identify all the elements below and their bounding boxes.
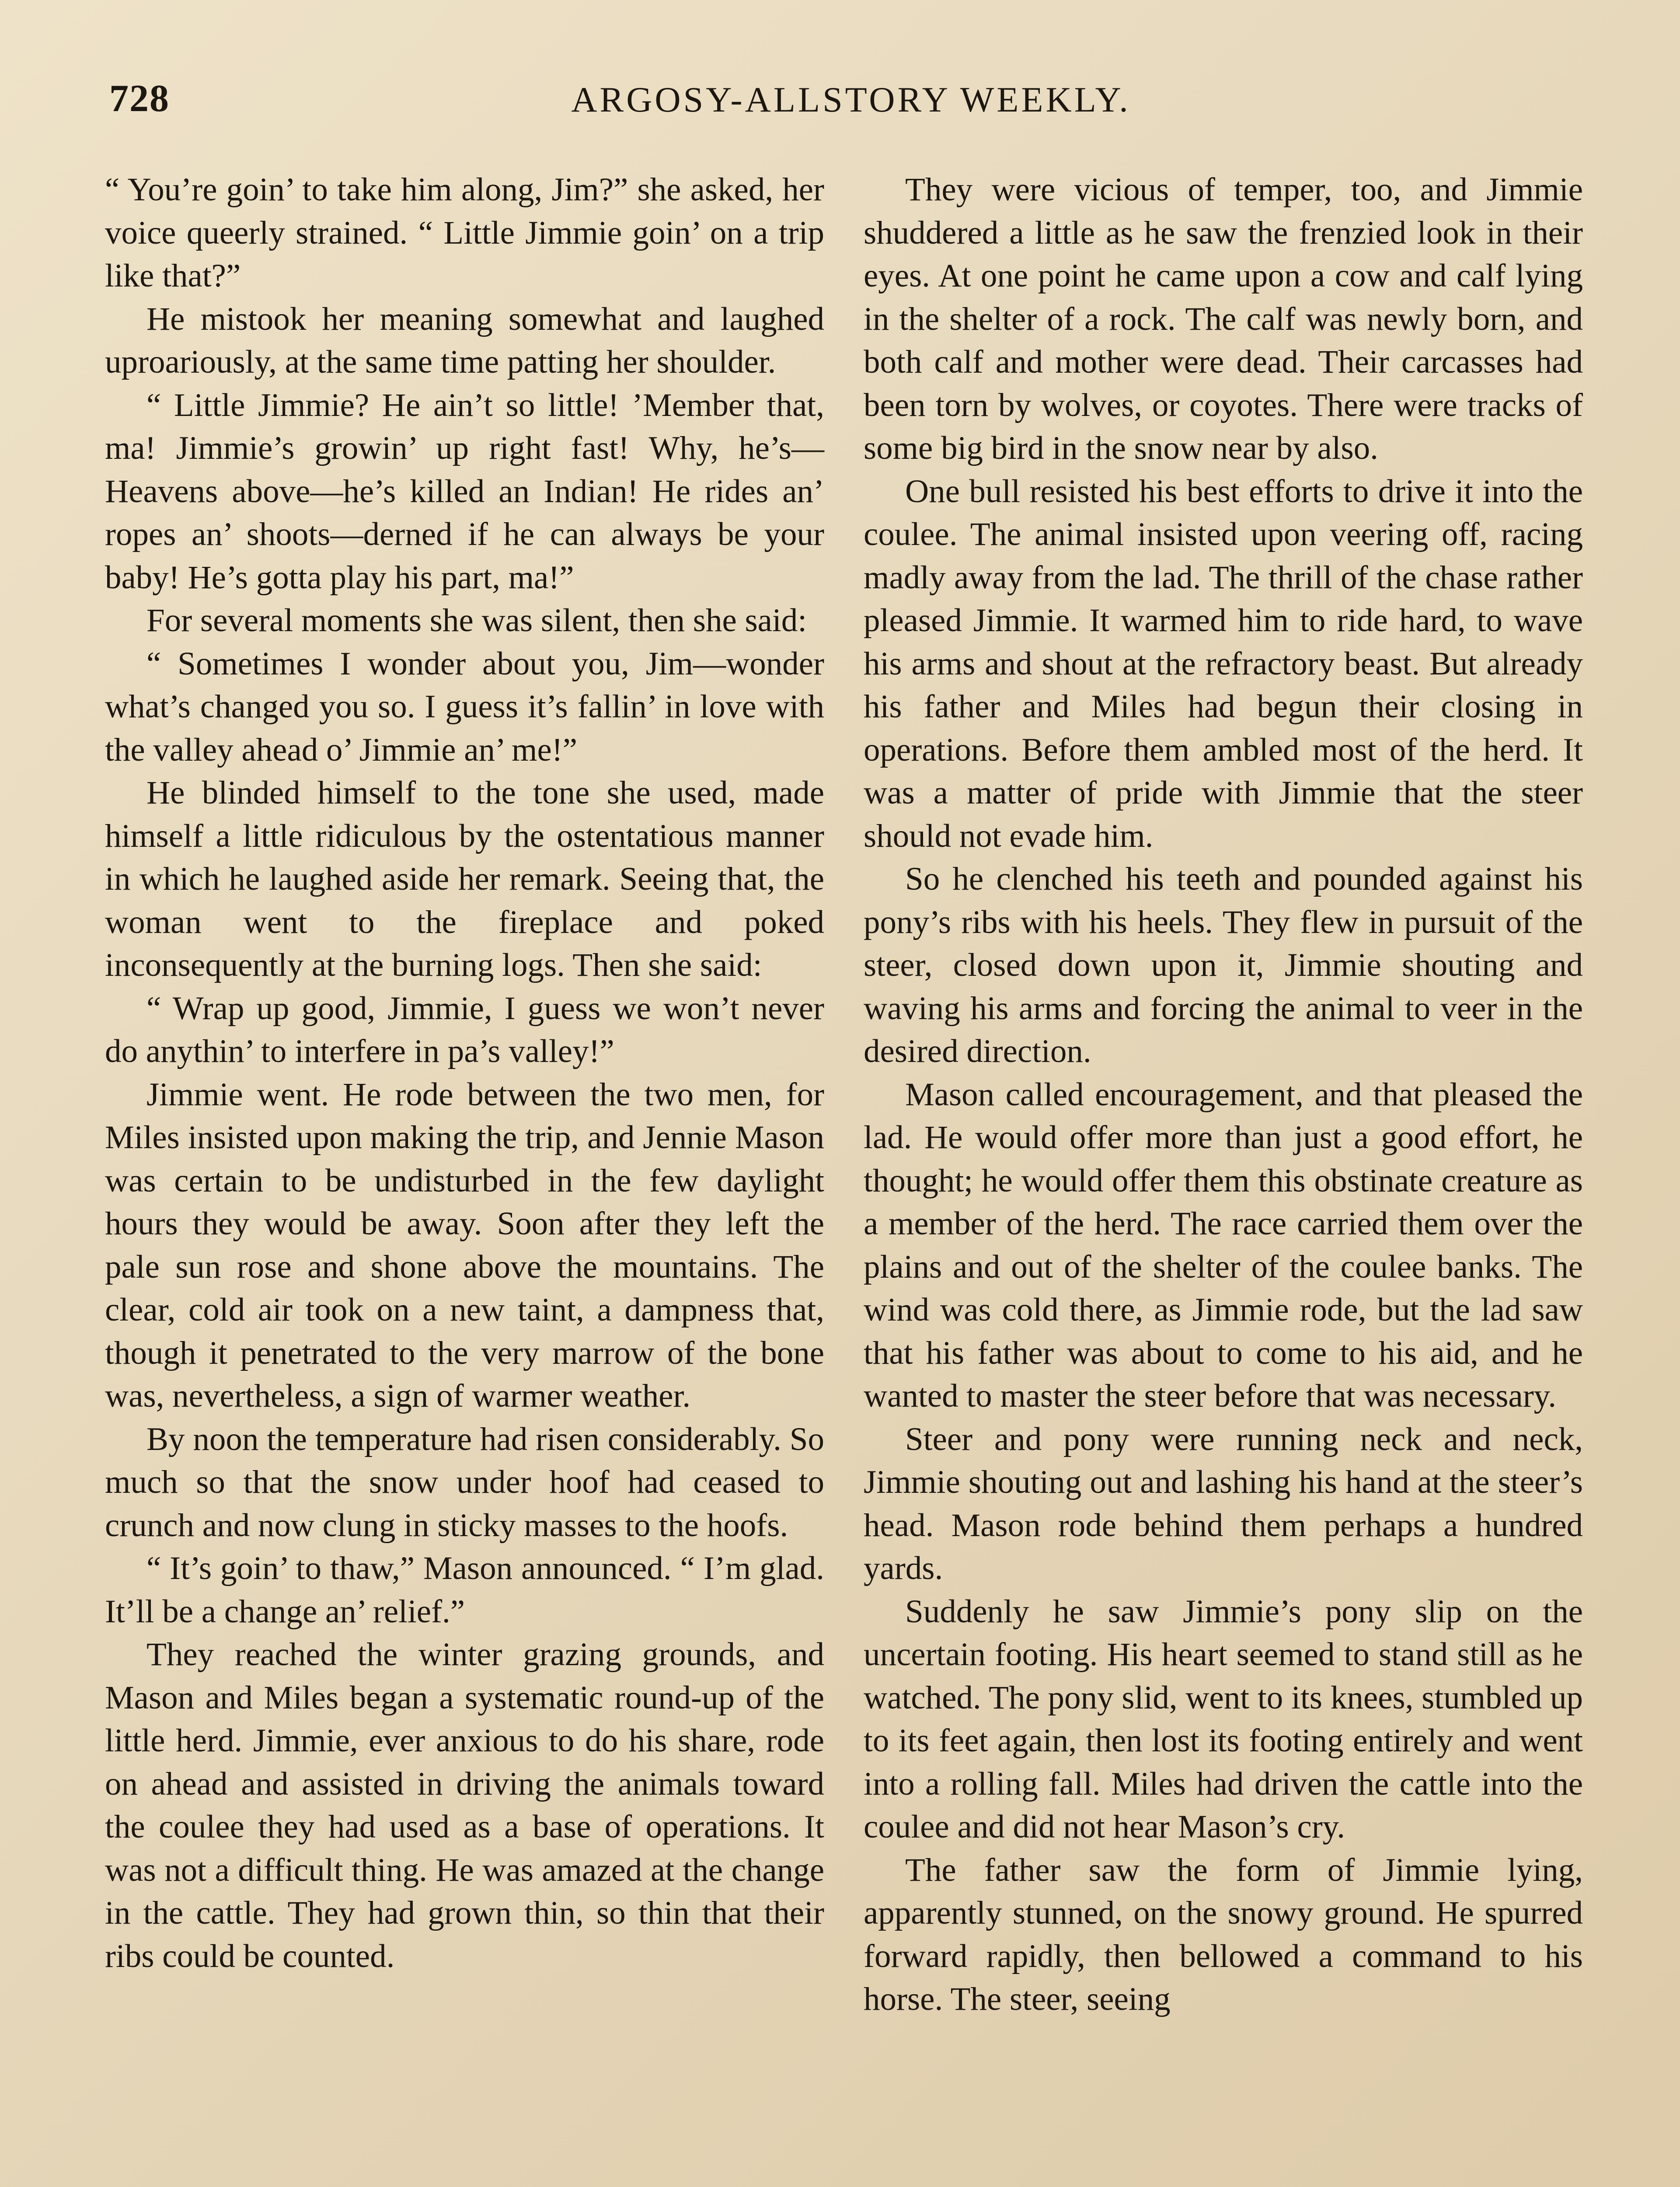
paragraph: He blinded himself to the tone she used, made himself a little ridiculous by the ostentatious manner in which he laughed aside her remark. Seeing that, the woman went to the fireplace and poked inconsequently at the burning logs. Then she said: [105, 775, 824, 983]
paragraph: “ It’s goin’ to thaw,” Mason announced. “ I’m glad. It’ll be a change an’ relief.” [105, 1550, 824, 1630]
paragraph: He mistook her meaning somewhat and laughed uproariously, at the same time patting her shoulder. [105, 300, 824, 380]
paragraph: Jimmie went. He rode between the two men, for Miles insisted upon making the trip, and Jennie Mason was certain to be undisturbed in the few daylight hours they would be away. Soon after they left the pale sun rose and shone above the mountains. The clear, cold air took on a new taint, a dampness that, though it penetrated to the very marrow of the bone was, nevertheless, a sign of warmer weather. [105, 1076, 824, 1414]
paragraph: The father saw the form of Jimmie lying, apparently stunned, on the snowy ground. He spurred forward rapidly, then bellowed a command to his horse. The steer, seeing [864, 1852, 1583, 2017]
paragraph: So he clenched his teeth and pounded against his pony’s ribs with his heels. They flew in pursuit of the steer, closed down upon it, Jimmie shouting and waving his arms and forcing the animal to veer in the desired direction. [864, 861, 1583, 1069]
paragraph: They were vicious of temper, too, and Jimmie shuddered a little as he saw the frenzied look in their eyes. At one point he came upon a cow and calf lying in the shelter of a rock. The calf was newly born, and both calf and mother were dead. Their carcasses had been torn by wolves, or coyotes. There were tracks of some big bird in the snow near by also. [864, 171, 1583, 466]
page-header [109, 77, 1593, 125]
paragraph: “ You’re goin’ to take him along, Jim?” she asked, her voice queerly strained. “ Little Jimmie goin’ on a trip like that?” [105, 171, 824, 294]
paragraph: By noon the temperature had risen considerably. So much so that the snow under hoof had ceased to crunch and now clung in sticky masses to the hoofs. [105, 1421, 824, 1544]
paragraph: Steer and pony were running neck and neck, Jimmie shouting out and lashing his hand at the steer’s head. Mason rode behind them perhaps a hundred yards. [864, 1421, 1583, 1586]
left-column [105, 168, 824, 1978]
page-number: 728 [109, 77, 170, 120]
paragraph: “ Wrap up good, Jimmie, I guess we won’t never do anythin’ to interfere in pa’s valley!” [105, 990, 824, 1069]
paragraph: “ Little Jimmie? He ain’t so little! ’Member that, ma! Jimmie’s growin’ up right fast! Why, he’s—Heavens above—he’s killed an Indian! He rides an’ ropes an’ shoots—derned if he can always be your baby! He’s gotta play his part, ma!” [105, 387, 824, 596]
right-column [864, 168, 1583, 2021]
paragraph: Mason called encouragement, and that pleased the lad. He would offer more than just a good effort, he thought; he would offer them this obstinate creature as a member of the herd. The race carried them over the plains and out of the shelter of the coulee banks. The wind was cold there, as Jimmie rode, but the lad saw that his father was about to come to his aid, and he wanted to master the steer before that was necessary. [864, 1076, 1583, 1414]
paragraph: For several moments she was silent, then she said: [146, 602, 807, 639]
running-head: ARGOSY-ALLSTORY WEEKLY. [571, 80, 1131, 119]
paragraph: One bull resisted his best efforts to drive it into the coulee. The animal insisted upon veering off, racing madly away from the lad. The thrill of the chase rather pleased Jimmie. It warmed him to ride hard, to wave his arms and shout at the refractory beast. But already his father and Miles had begun their closing in operations. Before them ambled most of the herd. It was a matter of pride with Jimmie that the steer should not evade him. [864, 473, 1583, 854]
paragraph: Suddenly he saw Jimmie’s pony slip on the uncertain footing. His heart seemed to stand still as he watched. The pony slid, went to its knees, stumbled up to its feet again, then lost its footing entirely and went into a rolling fall. Miles had driven the cattle into the coulee and did not hear Mason’s cry. [864, 1593, 1583, 1845]
paragraph: “ Sometimes I wonder about you, Jim—wonder what’s changed you so. I guess it’s fallin’ in love with the valley ahead o’ Jimmie an’ me!” [105, 645, 824, 768]
paragraph: They reached the winter grazing grounds, and Mason and Miles began a systematic round-up of the little herd. Jimmie, ever anxious to do his share, rode on ahead and assisted in driving the animals toward the coulee they had used as a base of operations. It was not a difficult thing. He was amazed at the change in the cattle. They had grown thin, so thin that their ribs could be counted. [105, 1636, 824, 1974]
